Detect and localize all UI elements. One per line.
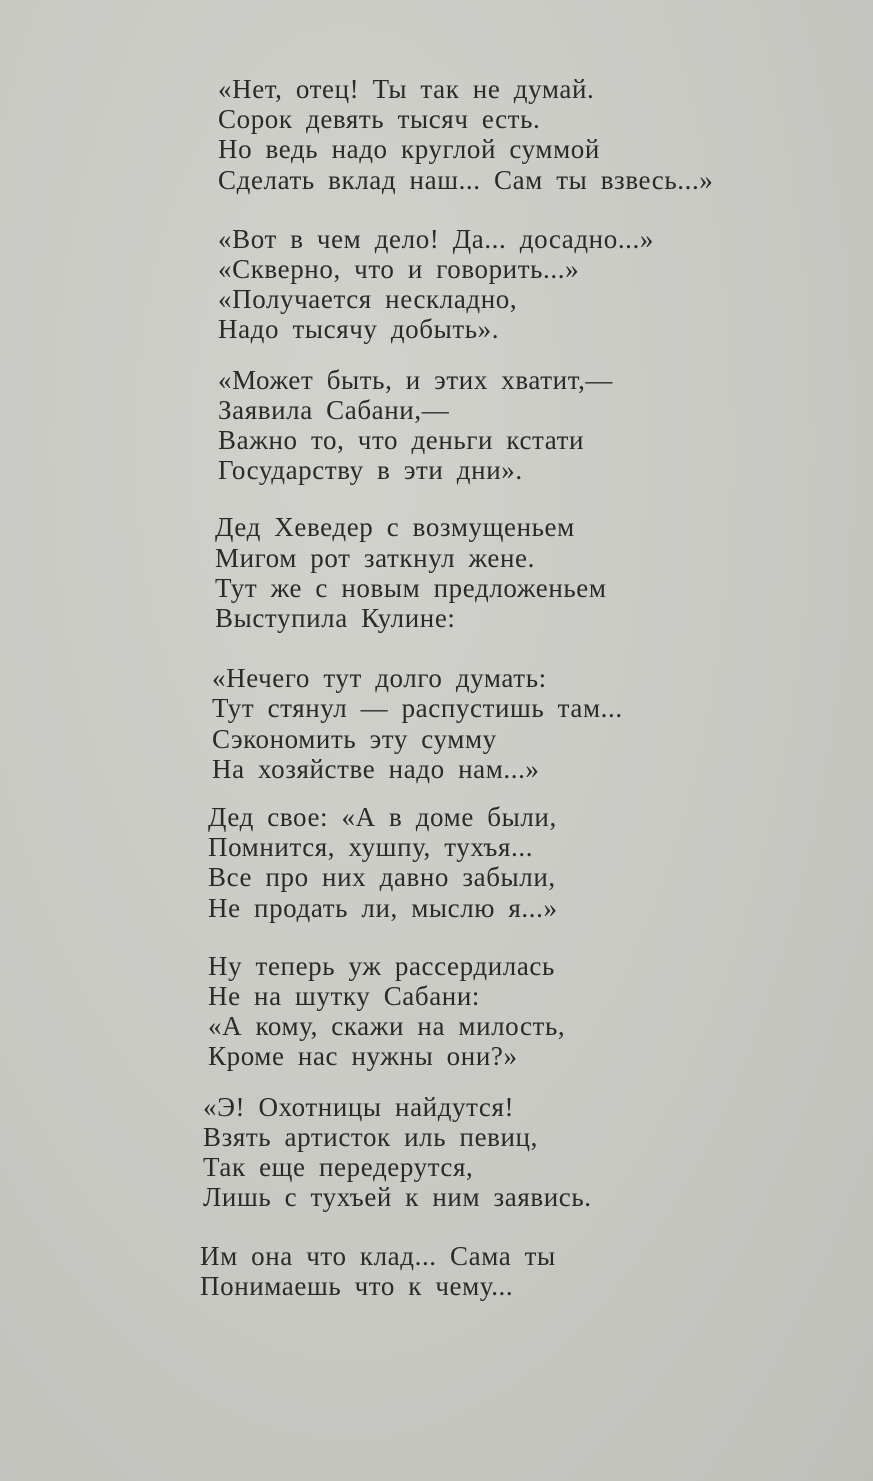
- poem-line: Им она что клад... Сама ты: [200, 1240, 556, 1271]
- poem-line: Взять артисток иль певиц,: [203, 1121, 538, 1152]
- poem-line: Тут же с новым предложеньем: [215, 572, 607, 603]
- poem-line: Выступила Кулине:: [215, 603, 456, 634]
- stanza-4: [215, 512, 800, 633]
- poem-line: Понимаешь что к чему...: [200, 1270, 514, 1301]
- poem-line: «Нет, отец! Ты так не думай.: [218, 74, 595, 104]
- stanza-3: [218, 365, 800, 486]
- poem-line: Кроме нас нужны они?»: [208, 1041, 518, 1072]
- poem-line: Сорок девять тысяч есть.: [218, 104, 541, 135]
- stanza-7: [208, 951, 800, 1072]
- stanza-6: [208, 802, 800, 923]
- poem-line: Не продать ли, мыслю я...»: [208, 892, 558, 923]
- poem-line: Все про них давно забыли,: [208, 862, 556, 893]
- poem-line: Сэкономить эту сумму: [212, 723, 497, 754]
- poem-line: «А кому, скажи на милость,: [208, 1011, 566, 1042]
- poem-line: Ну теперь уж рассердилась: [208, 950, 555, 981]
- poem-line: Сделать вклад наш... Сам ты взвесь...»: [218, 164, 714, 195]
- stanza-5: [212, 663, 800, 784]
- poem-line: Надо тысячу добыть».: [218, 314, 500, 345]
- poem-line: «Нечего тут долго думать:: [212, 663, 547, 694]
- poem-line: Государству в эти дни».: [218, 455, 523, 486]
- poem-line: Тут стянул — распустишь там...: [212, 693, 623, 724]
- poem-text: [200, 74, 800, 1301]
- stanza-8: [203, 1092, 800, 1213]
- poem-line: «Получается нескладно,: [218, 284, 518, 315]
- stanza-1: [218, 74, 800, 195]
- poem-line: Так еще передерутся,: [203, 1152, 474, 1183]
- poem-line: Важно то, что деньги кстати: [218, 425, 585, 456]
- poem-line: Мигом рот заткнул жене.: [215, 542, 535, 573]
- poem-line: Лишь с тухъей к ним заявись.: [203, 1182, 592, 1213]
- poem-line: «Э! Охотницы найдутся!: [203, 1091, 515, 1122]
- poem-line: «Может быть, и этих хватит,—: [218, 364, 614, 395]
- stanza-9: [200, 1241, 800, 1301]
- poem-line: Дед свое: «А в доме были,: [208, 802, 557, 833]
- poem-line: «Скверно, что и говорить...»: [218, 254, 580, 285]
- poem-line: На хозяйстве надо нам...»: [212, 753, 540, 784]
- poem-line: Дед Хеведер с возмущеньем: [215, 512, 575, 543]
- poem-line: Заявила Сабани,—: [218, 394, 450, 425]
- poem-line: Помнится, хушпу, тухъя...: [208, 832, 534, 863]
- stanza-2: [218, 224, 800, 345]
- poem-line: Но ведь надо круглой суммой: [218, 134, 600, 165]
- poem-line: «Вот в чем дело! Да... досадно...»: [218, 223, 654, 254]
- poem-line: Не на шутку Сабани:: [208, 981, 481, 1012]
